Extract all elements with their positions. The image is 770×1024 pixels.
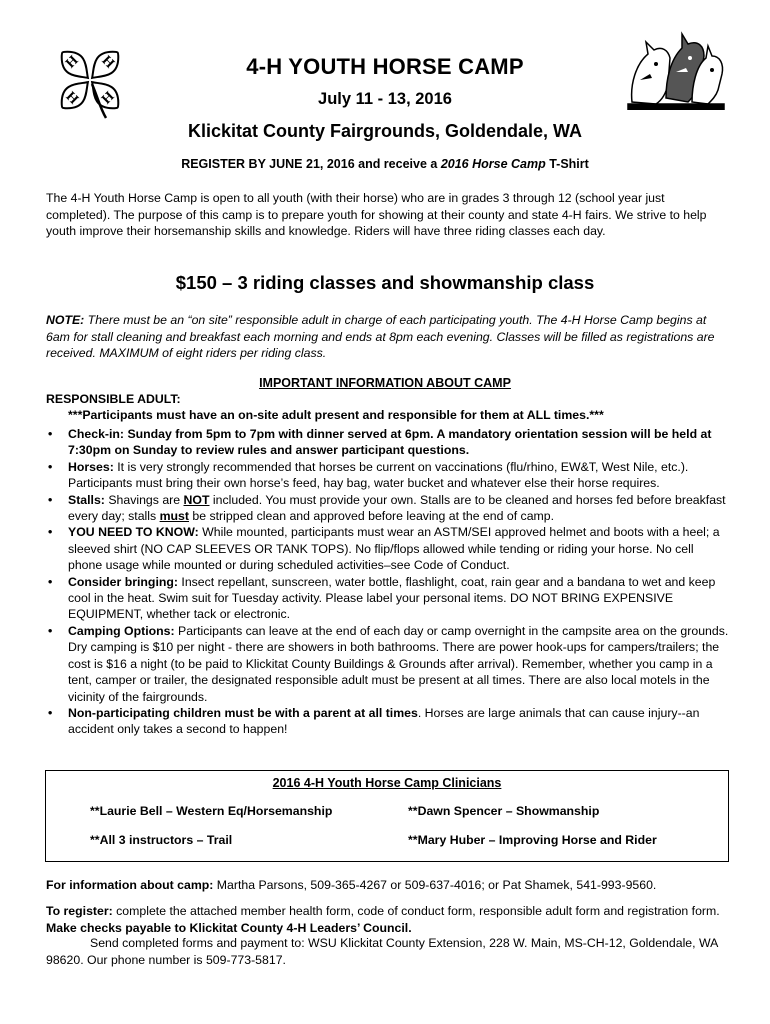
list-item: • Consider bringing: Insect repellant, sunscreen, water bottle, flashlight, coat, rain gear and a bandana to wet and keep cool in the heat. Swim suit for Tuesday activity. Please label your personal items. DO NOT BRING EXPENSIVE EQUIPMENT, whether tack or electronic. <box>48 574 716 622</box>
list-item: • YOU NEED TO KNOW: While mounted, participants must wear an ASTM/SEI approved helmet and boots with a heel; a sleeved shirt (NO CAP SLEEVES OR TANK TOPS). No flip/flops allowed while tending or riding your horse. No cell phone usage while mounted or during scheduled activities–see Code of Conduct. <box>48 525 720 573</box>
list-item: • Camping Options: Participants can leave at the end of each day or camp overnight in the campsite area on the grounds. Dry camping is $10 per night - there are showers in both bathrooms. There are power hook-ups for campers/trailers; the cost is $16 a night (to be paid to Klickitat County Buildings & Grounds after arrival). Remember, whether you camp in a tent, camper or trailer, the designated responsible adult must be present at all times. There are also local motels in the vicinity of the fairgrounds. <box>48 623 729 704</box>
list-item: • Stalls: Shavings are NOT included. You must provide your own. Stalls are to be cleaned and horses fed before breakfast every day; stalls must be stripped clean and approved before leaving at the end of camp. <box>48 492 726 524</box>
clinician-4: **Mary Huber – Improving Horse and Rider <box>408 833 657 847</box>
price-heading: $150 – 3 riding classes and showmanship class <box>175 272 595 293</box>
clover-leaf-h-1: H <box>63 53 82 72</box>
camp-contact-info: For information about camp: Martha Parsons, 509-365-4267 or 509-637-4016; or Pat Shamek, 541-993-9560. <box>46 878 657 892</box>
clover-leaf-h-2: H <box>98 53 117 72</box>
list-item: • Check-in: Sunday from 5pm to 7pm with dinner served at 6pm. A mandatory orientation session will be held at 7:30pm on Sunday to review rules and answer participant questions. <box>48 427 712 458</box>
camp-info-list <box>46 426 730 738</box>
camp-title: 4-H YOUTH HORSE CAMP <box>246 54 524 79</box>
clover-leaf-h-3: H <box>62 89 81 108</box>
clinicians-heading: 2016 4-H Youth Horse Camp Clinicians <box>272 776 502 790</box>
participants-notice: ***Participants must have an on-site adult present and responsible for them at ALL times.*** <box>68 408 604 422</box>
clinician-1: **Laurie Bell – Western Eq/Horsemanship <box>90 804 333 818</box>
mailing-instructions: Send completed forms and payment to: WSU Klickitat County Extension, 228 W. Main, MS-CH-12, Goldendale, WA 98620. Our phone number is 509-773-5817. <box>46 936 718 967</box>
clinician-3: **All 3 instructors – Trail <box>90 833 233 847</box>
register-deadline: REGISTER BY JUNE 21, 2016 and receive a 2016 Horse Camp T-Shirt <box>181 157 589 171</box>
important-info-heading: IMPORTANT INFORMATION ABOUT CAMP <box>259 376 511 390</box>
camp-dates: July 11 - 13, 2016 <box>318 90 452 108</box>
four-h-clover-logo <box>48 38 132 122</box>
registration-instructions: To register: complete the attached member health form, code of conduct form, responsible adult form and registration form. Make checks payable to Klickitat County 4-H Leaders’ Council. <box>46 904 720 935</box>
note-paragraph: NOTE: There must be an “on site” responsible adult in charge of each participating youth. The 4-H Horse Camp begins at 6am for stall cleaning and breakfast each morning and ends at 8pm each evening. Classes will be filled as registrations are received. MAXIMUM of eight riders per riding class. <box>46 313 715 360</box>
intro-paragraph: The 4-H Youth Horse Camp is open to all youth (with their horse) who are in grades 3 through 12 (school year just completed). The purpose of this camp is to prepare youth for showing at their county and state 4-H fairs. We strive to help youth improve their horsemanship skills and knowledge. Riders will have three riding classes each day. <box>46 191 707 238</box>
clover-leaf-h-4: H <box>99 89 118 108</box>
clinician-2: **Dawn Spencer – Showmanship <box>408 804 600 818</box>
clinicians-box <box>45 770 729 862</box>
list-item: • Horses: It is very strongly recommended that horses be current on vaccinations (flu/rhino, EW&T, West Nile, etc.). Participants must bring their own horse’s feed, hay bag, water bucket and whatever else their horse requires. <box>48 459 689 491</box>
camp-location: Klickitat County Fairgrounds, Goldendale, WA <box>187 121 583 141</box>
list-item: • Non-participating children must be with a parent at all times. Horses are large animals that can cause injury--an accident only takes a second to happen! <box>48 705 700 737</box>
responsible-adult-label: RESPONSIBLE ADULT: <box>46 392 181 406</box>
